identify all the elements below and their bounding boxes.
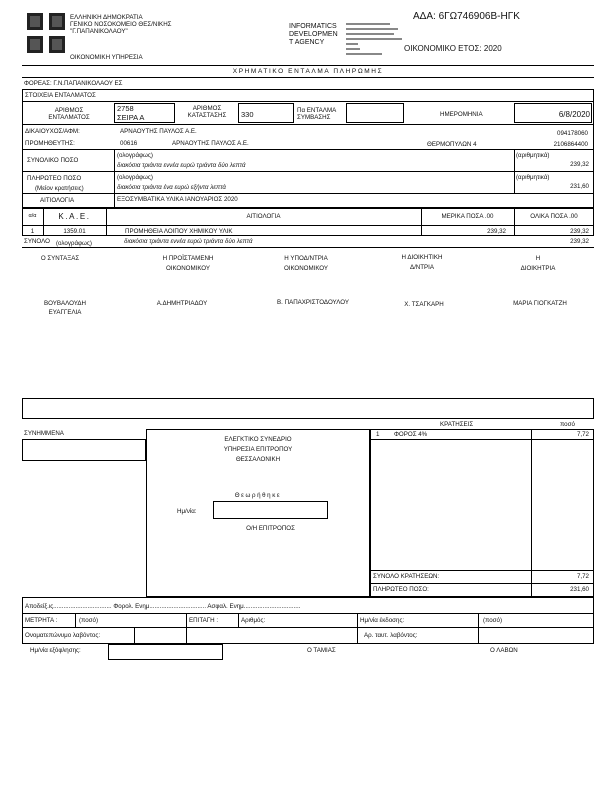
issue-date-label: Ημ/νία έκδοσης: [360,617,405,624]
sum-in-words: διακόσια τριάντα εννέα ευρώ τριάντα δύο λεπτά [124,238,253,245]
org-line: ΓΕΝΙΚΟ ΝΟΣΟΚΟΜΕΙΟ ΘΕΣ/ΝΙΚΗΣ [70,21,172,28]
receiver-id-label: Αρ. ταυτ. λαβόντος: [364,632,418,639]
audit-date-field[interactable] [213,501,328,519]
signature-role: ΟΙΚΟΝΟΜΙΚΟΥ [283,265,329,272]
attachments-box [22,439,146,461]
in-words-hint: (ολογράφως) [56,240,92,247]
mandate-number-label: ΑΡΙΘΜΟΣ [54,107,84,114]
supplier-phone: 2106864400 [553,141,588,148]
signature-role: ΟΙΚΟΝΟΜΙΚΟΥ [165,265,211,272]
deductions-total: 7,72 [576,573,589,580]
catalog-number-label: ΚΑΤΑΣΤΑΣΗΣ [187,112,227,119]
cheque-number-label: Αριθμός: [241,617,266,624]
amount-label: ποσό [560,421,575,428]
cash-label: ΜΕΤΡΗΤΑ : [25,617,58,624]
deductions-total-label: ΣΥΝΟΛΟ ΚΡΑΤΗΣΕΩΝ: [373,573,440,580]
deductions-label: ΚΡΑΤΗΣΕΙΣ [440,421,474,428]
table-row-total: 239,32 [570,228,589,235]
total-amount: 239,32 [570,161,589,168]
mandate-number: 2758 [117,104,134,113]
contract-label: ΣΥΜΒΑΣΗΣ [297,114,331,121]
col-header-total: ΟΛΙΚΑ ΠΟΣΑ .00 [530,213,578,220]
col-header-aa: α/α [28,213,37,219]
payable-amount: 231,60 [570,183,589,190]
contract-label: Πα ΕΝΤΑΛΜΑ [297,107,337,114]
col-header-kae: Κ.Α.Ε. [58,212,91,221]
beneficiary-label: ΔΙΚΑΙΟΥΧΟΣ/ΑΦΜ: [25,128,80,135]
audit-office: ΘΕΣΣΑΛΟΝΙΚΗ [235,456,281,463]
final-payable-amount: 231,60 [570,586,589,593]
mandate-date: 6/8/2020 [558,110,590,119]
org-line: ΕΛΛΗΝΙΚΗ ΔΗΜΟΚΡΑΤΙΑ [70,14,143,21]
approved-label: Θεωρήθηκε [234,492,282,499]
signature-role: Η ΔΙΟΙΚΗΤΙΚΗ [401,254,443,261]
reason-value: ΕΞΟΣΥΜΒΑΤΙΚΑ ΥΛΙΚΑ ΙΑΝΟΥΑΡΙΟΣ 2020 [117,196,238,203]
service-name: ΟΙΚΟΝΟΜΙΚΗ ΥΠΗΡΕΣΙΑ [70,54,143,61]
signature-role: Ο ΣΥΝΤΑΞΑΣ [40,255,80,262]
audit-office: ΥΠΗΡΕΣΙΑ ΕΠΙΤΡΟΠΟΥ [223,446,293,453]
digital-signature-stamp [346,22,404,56]
supplier-label: ΠΡΟΜΗΘΕΥΤΗΣ: [25,140,75,147]
org-line: "Γ.ΠΑΠΑΝΙΚΟΛΑΟΥ" [70,28,128,35]
signatory-name: Α.ΔΗΜΗΤΡΙΑΔΟΥ [156,300,208,307]
date-label: ΗΜΕΡΟΜΗΝΙΑ [440,111,483,118]
supplier-code: 00616 [120,140,138,147]
digital-stamp-label: T AGENCY [289,39,325,46]
cash-amount-hint: (ποσό) [79,617,99,624]
in-numbers-hint: (αριθμητικά) [516,174,550,181]
payable-sub-label: (Μείον κρατήσεις) [35,185,84,192]
deduction-name: ΦΟΡΟΣ 4% [394,431,428,438]
contract-box [346,103,404,123]
in-numbers-hint: (αριθμητικά) [516,152,550,159]
mandate-series: ΣΕΙΡΑ Α [117,113,145,122]
receiver-label: Ο ΛΑΒΩΝ [490,647,518,654]
cleared-date-label: Ημ/νία εξόφλησης: [30,647,81,654]
signatory-name: ΜΑΡΙΑ ΓΙΟΓΚΑΤΖΗ [513,300,567,307]
deduction-amount: 7,72 [576,431,589,438]
logo [27,13,65,53]
ada-number: ΑΔΑ: 6ΓΩ746906Β-ΗΓΚ [413,11,520,22]
signatory-name: ΕΥΑΓΓΕΛΙΑ [48,309,82,316]
catalog-number: 330 [241,110,254,119]
total-label: ΣΥΝΟΛΙΚΟ ΠΟΣΟ [27,157,79,164]
cashier-label: Ο ΤΑΜΙΑΣ [307,647,336,654]
reason-label: ΑΙΤΙΟΛΟΓΙΑ [40,197,75,204]
commissioner-label: Ο/Η ΕΠΙΤΡΟΠΟΣ [246,525,295,532]
beneficiary-afm: 094178060 [557,130,588,137]
signatory-name: Β. ΠΑΠΑΧΡΙΣΤΟΔΟΥΛΟΥ [277,299,349,306]
receipts-line: Αποδείξ.ις.................................. Φορολ. Ενημ................................. Ασφαλ. Ενημ................................. [25,603,301,610]
table-row-reason: ΠΡΟΜΗΘΕΙΑ ΛΟΙΠΟΥ ΧΗΜΙΚΟΥ ΥΛΙΚ [125,228,233,235]
supplier-address: ΘΕΡΜΟΠΥΛΩΝ 4 [427,141,477,148]
attachments-label: ΣΥΝΗΜΜΕΝΑ [24,430,64,437]
fiscal-year: ΟΙΚΟΝΟΜΙΚΟ ΕΤΟΣ: 2020 [404,44,502,53]
table-row-kae: 1359.01 [63,228,86,235]
cheque-label: ΕΠΙΤΑΓΗ : [189,617,219,624]
audit-date-label: Ημ/νία: [177,508,197,515]
deductions-box [370,429,594,597]
empty-banner [22,398,594,419]
digital-stamp-label: INFORMATICS [289,23,337,30]
beneficiary-name: ΑΡΝΑΟΥΤΗΣ ΠΑΥΛΟΣ Α.Ε. [120,128,197,135]
signature-role: Δ/ΝΤΡΙΑ [409,264,435,271]
deduction-aa: 1 [376,431,380,438]
signatory-name: Χ. ΤΣΑΓΚΑΡΗ [404,301,444,308]
table-row-aa: 1 [30,228,35,235]
audit-office: ΕΛΕΓΚΤΙΚΟ ΣΥΝΕΔΡΙΟ [224,436,292,443]
sum-label: ΣΥΝΟΛΟ [24,238,50,245]
in-words-hint: (ολογράφως) [117,174,153,181]
signature-role: ΔΙΟΙΚΗΤΡΙΑ [520,265,556,272]
catalog-number-label: ΑΡΙΘΜΟΣ [192,105,222,112]
cleared-date-field[interactable] [108,644,223,660]
signature-role: Η ΠΡΟΪΣΤΑΜΕΝΗ [162,255,214,262]
final-payable-label: ΠΛΗΡΩΤΕΟ ΠΟΣΟ: [373,586,429,593]
document-title: ΧΡΗΜΑΤΙΚΟ ΕΝΤΑΛΜΑ ΠΛΗΡΩΜΗΣ [232,68,384,75]
payable-in-words: διακόσια τριάντα ένα ευρώ εξήντα λεπτά [117,184,226,191]
supplier-name: ΑΡΝΑΟΥΤΗΣ ΠΑΥΛΟΣ Α.Ε. [172,140,249,147]
mandate-number-label: ΕΝΤΑΛΜΑΤΟΣ [48,114,90,121]
receiver-name-label: Ονοματεπώνυμο λαβόντος: [25,632,101,639]
payable-label: ΠΛΗΡΩΤΕΟ ΠΟΣΟ [27,175,82,182]
in-words-hint: (ολογράφως) [117,152,153,159]
sum-amount: 239,32 [570,238,589,245]
signature-role: Η [535,255,541,262]
digital-stamp-label: DEVELOPMEN [289,31,338,38]
foreas: ΦΟΡΕΑΣ: Γ.Ν.ΠΑΠΑΝΙΚΟΛΑΟΥ ΕΣ [24,80,123,87]
total-in-words: διακόσια τριάντα εννέα ευρώ τριάντα δύο λεπτά [117,162,246,169]
col-header-partial: ΜΕΡΙΚΑ ΠΟΣΑ .00 [441,213,494,220]
section-title: ΣΤΟΙΧΕΙΑ ΕΝΤΑΛΜΑΤΟΣ [25,92,96,99]
cheque-amount-hint: (ποσό) [483,617,503,624]
col-header-reason: ΑΙΤΙΟΛΟΓΙΑ [246,213,281,220]
table-row-partial: 239,32 [487,228,506,235]
signatory-name: ΒΟΥΒΑΛΟΥΔΗ [43,300,86,307]
signature-role: Η ΥΠΟΔ/ΝΤΡΙΑ [284,255,328,262]
